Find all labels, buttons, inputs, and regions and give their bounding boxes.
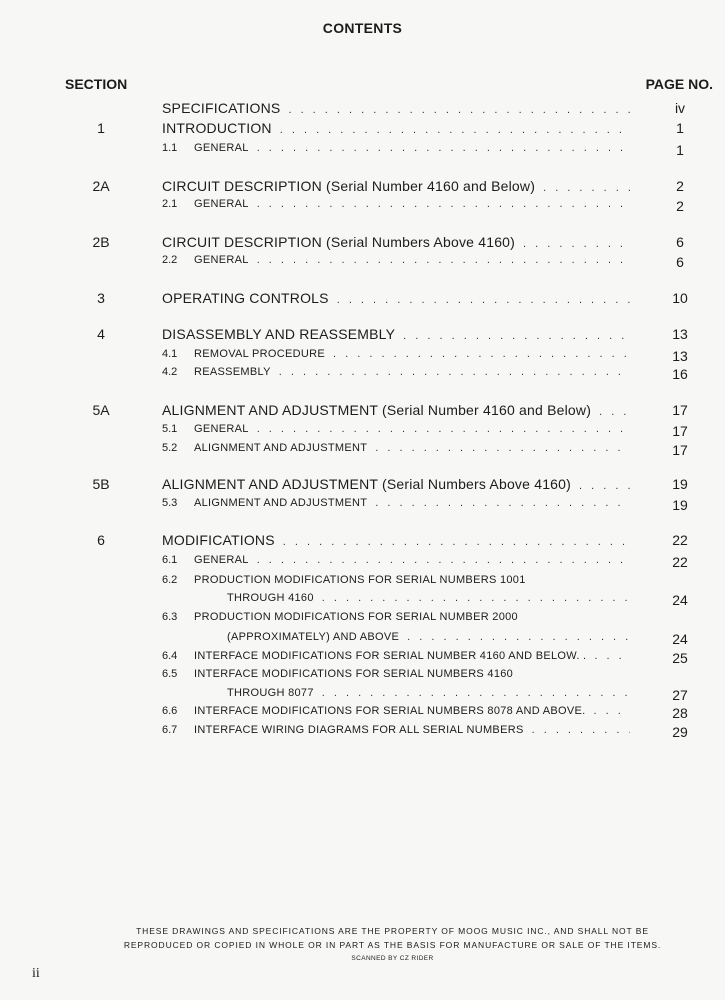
section-number: 6 [97,532,105,548]
entry-text: INTERFACE MODIFICATIONS FOR SERIAL NUMBER 4160 AND BELOW. . [194,650,587,662]
subsection-number: 1.1 [162,142,178,154]
dot-leader [288,100,630,118]
toc-entry [0,474,725,494]
entry-text: INTERFACE MODIFICATIONS FOR SERIAL NUMBERS 4160 [194,668,514,680]
dot-leader [280,120,630,138]
dot-leader [322,683,630,703]
page-number: 28 [672,705,688,721]
page-number: 16 [672,366,688,382]
subsection-number: 6.1 [162,554,178,566]
page-number-column-heading: PAGE NO. [645,76,713,92]
section-number: 1 [97,120,105,136]
subsection-number: 4.2 [162,366,178,378]
subsection-number: 2.2 [162,254,178,266]
subsection-number: 5.3 [162,497,178,509]
page-title: CONTENTS [322,20,403,36]
section-title [162,98,630,118]
subsection-title [227,627,630,647]
entry-text: GENERAL [194,423,249,435]
dot-leader [257,250,630,270]
page-number: 10 [672,290,688,306]
subsection-title [194,438,630,458]
toc-entry [0,400,725,420]
entry-text: THROUGH 4160 [227,592,314,604]
section-number: 2A [92,178,110,194]
subsection-title [194,138,630,158]
entry-text: GENERAL [194,554,249,566]
toc-entry [0,344,725,364]
subsection-number: 6.4 [162,650,178,662]
subsection-title [194,419,630,439]
entry-text: REASSEMBLY [194,366,271,378]
page-number: 1 [676,120,684,136]
dot-leader [407,627,630,647]
entry-text: ALIGNMENT AND ADJUSTMENT (Serial Numbers Above 4160) [162,476,572,492]
page-number: 2 [676,198,684,214]
toc-entry [0,176,725,196]
entry-text: INTRODUCTION [162,120,272,136]
entry-text: ALIGNMENT AND ADJUSTMENT [194,442,368,454]
entry-text: GENERAL [194,198,249,210]
toc-entry [0,250,725,270]
subsection-title [194,194,630,214]
toc-entry [0,194,725,214]
section-title [162,324,630,344]
page-number: 22 [672,554,688,570]
page-number: 6 [676,254,684,270]
toc-entry [0,288,725,308]
dot-leader [375,438,630,458]
page-number: 19 [672,497,688,513]
dot-leader [594,646,630,666]
section-title [162,288,630,308]
page-number: 25 [672,650,688,666]
subsection-title [194,250,630,270]
folio-page-number: ii [32,966,40,981]
page-number: 24 [672,631,688,647]
subsection-title [194,344,630,364]
section-title [162,400,630,420]
dot-leader [257,419,630,439]
page-number: 17 [672,423,688,439]
entry-text: DISASSEMBLY AND REASSEMBLY [162,326,396,342]
subsection-number: 6.6 [162,705,178,717]
page-number: 1 [676,142,684,158]
toc-entry [0,98,725,118]
page-number: 17 [672,442,688,458]
section-title [162,474,630,494]
toc-entry [0,118,725,138]
entry-text: CIRCUIT DESCRIPTION (Serial Numbers Above 4160) [162,234,516,250]
dot-leader [279,362,630,382]
entry-text: INTERFACE MODIFICATIONS FOR SERIAL NUMBERS 8078 AND ABOVE. [194,705,586,717]
page-number: 2 [676,178,684,194]
dot-leader [333,344,630,364]
subsection-title [227,588,630,608]
toc-entry [0,419,725,439]
page-number: 6 [676,234,684,250]
dot-leader [375,493,630,513]
toc-entry [0,683,725,703]
entry-text: PRODUCTION MODIFICATIONS FOR SERIAL NUMBERS 1001 [194,574,526,586]
entry-text: MODIFICATIONS [162,532,275,548]
entry-text: (APPROXIMATELY) AND ABOVE [227,631,400,643]
section-number: 5A [92,402,110,418]
page-number: iv [674,100,686,116]
toc-entry [0,530,725,550]
subsection-title [194,570,630,590]
page-number: 27 [672,687,688,703]
dot-leader [579,476,630,494]
entry-text: INTERFACE WIRING DIAGRAMS FOR ALL SERIAL NUMBERS [194,724,524,736]
section-number: 4 [97,326,105,342]
section-title [162,232,630,252]
subsection-number: 4.1 [162,348,178,360]
subsection-number: 6.3 [162,611,178,623]
toc-entry [0,720,725,740]
dot-leader [599,402,630,420]
page-number: 17 [672,402,688,418]
subsection-title [194,720,630,740]
copyright-line-1: THESE DRAWINGS AND SPECIFICATIONS ARE THE PROPERTY OF MOOG MUSIC INC., AND SHALL NOT BE [136,926,649,936]
subsection-title [194,362,630,382]
toc-entry [0,362,725,382]
entry-text: CIRCUIT DESCRIPTION (Serial Number 4160 and Below) [162,178,536,194]
subsection-number: 2.1 [162,198,178,210]
subsection-number: 5.2 [162,442,178,454]
toc-entry [0,493,725,513]
entry-text: ALIGNMENT AND ADJUSTMENT (Serial Number 4160 and Below) [162,402,592,418]
entry-text: PRODUCTION MODIFICATIONS FOR SERIAL NUMBER 2000 [194,611,518,623]
entry-text: THROUGH 8077 [227,687,314,699]
toc-entry [0,438,725,458]
toc-entry [0,701,725,721]
subsection-number: 6.2 [162,574,178,586]
page-number: 13 [672,348,688,364]
dot-leader [283,532,630,550]
entry-text: OPERATING CONTROLS [162,290,329,306]
dot-leader [257,138,630,158]
section-title [162,176,630,196]
subsection-title [194,646,630,666]
subsection-number: 6.5 [162,668,178,680]
toc-entry [0,664,725,684]
section-number: 5B [92,476,110,492]
entry-text: GENERAL [194,254,249,266]
entry-text: SPECIFICATIONS [162,100,281,116]
dot-leader [403,326,630,344]
subsection-title [194,607,630,627]
page-number: 22 [672,532,688,548]
dot-leader [593,701,630,721]
page-number: 13 [672,326,688,342]
toc-entry [0,232,725,252]
toc-entry [0,138,725,158]
subsection-number: 5.1 [162,423,178,435]
entry-text: REMOVAL PROCEDURE [194,348,326,360]
section-number: 3 [97,290,105,306]
section-number: 2B [92,234,110,250]
toc-entry [0,607,725,627]
section-title [162,118,630,138]
toc-entry [0,570,725,590]
dot-leader [322,588,630,608]
toc-entry [0,588,725,608]
subsection-title [227,683,630,703]
entry-text: GENERAL [194,142,249,154]
dot-leader [257,194,630,214]
toc-entry [0,550,725,570]
copyright-notice [0,924,725,965]
dot-leader [532,720,630,740]
subsection-title [194,550,630,570]
subsection-title [194,493,630,513]
page-number: 29 [672,724,688,740]
subsection-title [194,664,630,684]
subsection-title [194,701,630,721]
page-number: 24 [672,592,688,608]
dot-leader [257,550,630,570]
copyright-line-2: REPRODUCED OR COPIED IN WHOLE OR IN PART AS THE BASIS FOR MANUFACTURE OR SALE OF THE ITEMS. [123,940,662,950]
section-column-heading: SECTION [65,76,128,92]
dot-leader [337,290,630,308]
scan-credit: SCANNED BY CZ RIDER [351,955,434,962]
subsection-number: 6.7 [162,724,178,736]
entry-text: ALIGNMENT AND ADJUSTMENT [194,497,368,509]
toc-entry [0,324,725,344]
toc-entry [0,627,725,647]
page-number: 19 [672,476,688,492]
section-title [162,530,630,550]
toc-entry [0,646,725,666]
